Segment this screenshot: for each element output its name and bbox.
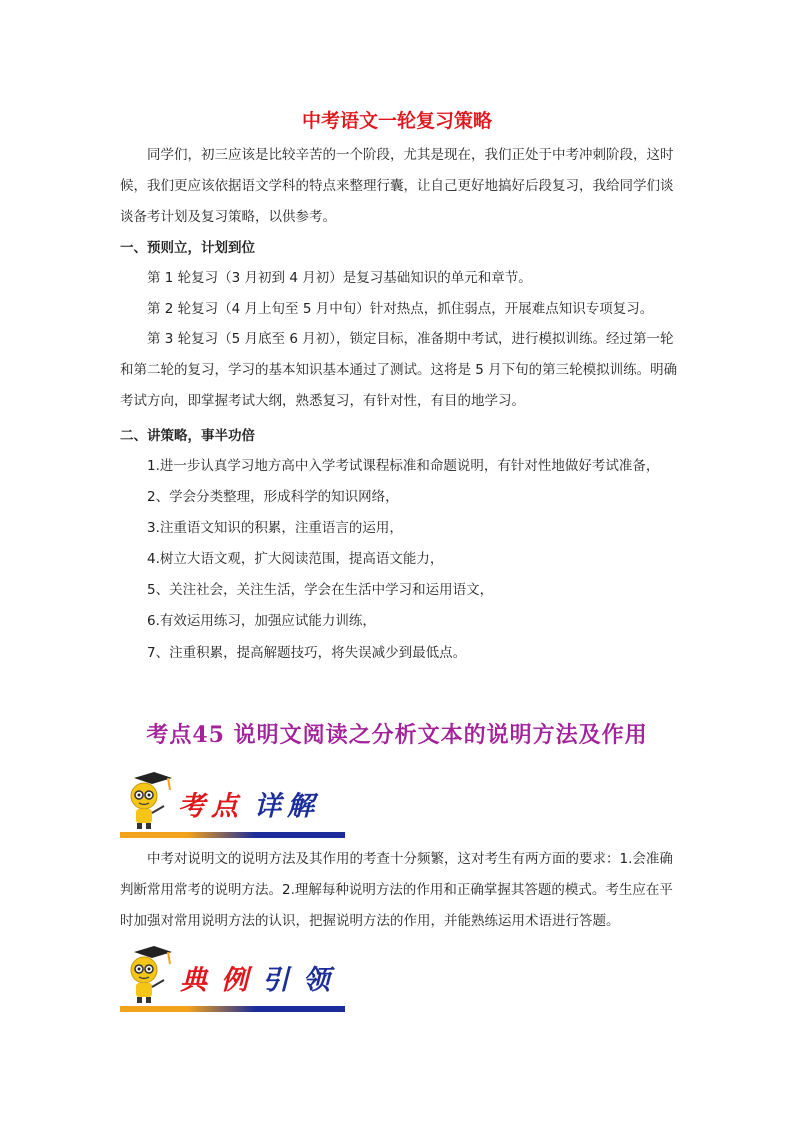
banner-text bbox=[180, 958, 344, 997]
strategy-item-6: 6.有效运用练习，加强应试能力训练， bbox=[147, 613, 376, 629]
strategy-item-7: 7、注重积累，提高解题技巧，将失误减少到最低点。 bbox=[147, 645, 467, 661]
strategy-item-4: 4.树立大语文观，扩大阅读范围，提高语文能力， bbox=[147, 551, 444, 567]
banner-text-part1: 典例 bbox=[180, 965, 262, 996]
section1-heading: 一、预则立，计划到位 bbox=[120, 240, 255, 256]
student-mascot-icon bbox=[120, 942, 175, 1006]
strategy-item-1: 1.进一步认真学习地方高中入学考试课程标准和命题说明，有针对性地做好考试准备， bbox=[147, 458, 660, 474]
dianli-banner bbox=[120, 942, 345, 1012]
intro-paragraph: 同学们，初三应该是比较辛苦的一个阶段，尤其是现在，我们正处于中考冲刺阶段，这时候，我们更应该依据语文学科的特点来整理行囊，让自己更好地搞好后段复习，我给同学们谈谈备考计划及复习策略，以供参考。 bbox=[120, 147, 674, 225]
section1-round2: 第 2 轮复习（4 月上旬至 5 月中旬）针对热点，抓住弱点，开展难点知识专项复习。 bbox=[147, 301, 654, 317]
student-mascot-icon bbox=[120, 768, 175, 832]
detail-paragraph: 中考对说明文的说明方法及其作用的考查十分频繁，这对考生有两方面的要求：1.会准确判断常用常考的说明方法。2.理解每种说明方法的作用和正确掌握其答题的模式。考生应在平时加强对常用说明方法的认识，把握说明方法的作用，并能熟练运用术语进行答题。 bbox=[120, 851, 673, 929]
banner-text bbox=[178, 784, 320, 823]
kaodian-banner bbox=[120, 768, 345, 838]
section1-round3: 第 3 轮复习（5 月底至 6 月初），锁定目标，准备期中考试，进行模拟训练。经过第一轮和第二轮的复习，学习的基本知识基本通过了测试。这将是 5 月下旬的第三轮模拟训练。明确考试方向，即掌握考试大纲，熟悉复习，有针对性，有目的地学习。 bbox=[120, 331, 678, 409]
section2-heading: 二、讲策略，事半功倍 bbox=[120, 428, 255, 444]
strategy-item-5: 5、关注社会，关注生活，学会在生活中学习和运用语文， bbox=[147, 582, 494, 598]
strategy-item-2: 2、学会分类整理，形成科学的知识网络， bbox=[147, 489, 399, 505]
banner-text-part1: 考点 bbox=[178, 791, 244, 822]
banner-underline bbox=[120, 1006, 345, 1012]
banner-text-part2: 详解 bbox=[254, 791, 320, 822]
strategy-item-3: 3.注重语文知识的积累，注重语言的运用， bbox=[147, 520, 403, 536]
section1-round1: 第 1 轮复习（3 月初到 4 月初）是复习基础知识的单元和章节。 bbox=[147, 270, 532, 286]
topic-title: 考点45 说明文阅读之分析文本的说明方法及作用 bbox=[146, 722, 648, 748]
banner-text-part2: 引领 bbox=[262, 965, 344, 996]
banner-underline bbox=[120, 832, 345, 838]
page-title: 中考语文一轮复习策略 bbox=[301, 110, 492, 132]
